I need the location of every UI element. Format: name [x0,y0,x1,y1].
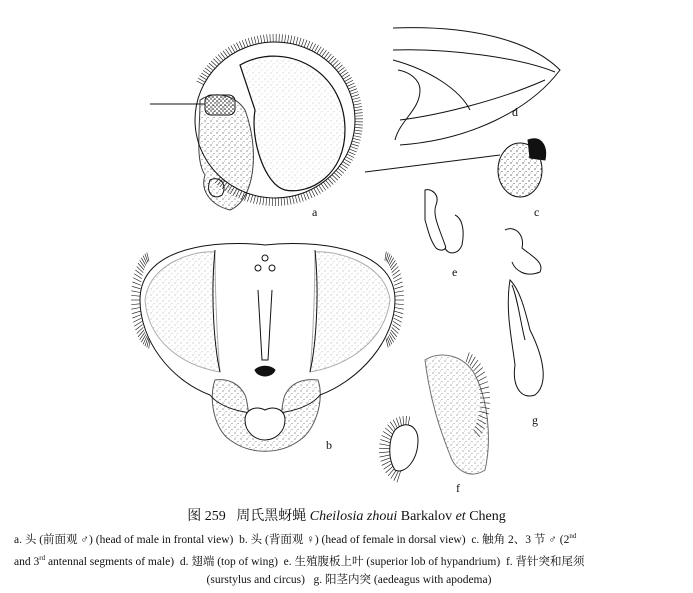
panel-c-antenna [365,139,546,197]
legend-item-f: f. 背针突和尾须 [505,556,585,568]
legend-item-c-end: antennal segments of male) [45,556,175,568]
panel-label-d: d [512,105,518,119]
panel-f-surstylus-circus [379,352,490,482]
legend-item-c: c. 触角 2、3 节 ♂ (2 [471,534,570,546]
legend-sup-nd: nd [569,532,577,540]
legend-sup-rd: rd [39,554,46,562]
panel-label-g: g [532,413,538,427]
panel-g-aedeagus [505,229,543,396]
legend-line-1 [14,527,684,549]
legend-item-f-cont: (surstylus and circus) [206,574,305,586]
legend-item-c-cont: and 3 [14,556,40,568]
figure-caption [0,505,693,525]
panel-a-head-frontal [150,34,363,210]
legend-item-e: e. 生殖腹板上叶 (superior lob of hypandrium) [283,556,501,568]
caption-species: Cheilosia zhoui [309,509,398,524]
panel-label-f: f [456,481,460,495]
caption-author-b: Cheng [469,509,506,524]
caption-cn-name: 周氏黑蚜蝇 [236,509,307,524]
legend-line-3 [14,571,684,589]
legend-item-a: a. 头 (前面观 ♂) (head of male in frontal view) [14,534,234,546]
panel-b-head-dorsal [131,244,404,452]
panel-d-wing-tip [393,28,560,145]
panel-label-a: a [312,205,318,219]
caption-et: et [455,509,466,524]
caption-prefix: 图 259 [187,509,226,524]
legend-item-g: g. 阳茎内突 (aedeagus with apodema) [313,574,492,586]
panel-label-e: e [452,265,458,279]
panel-label-b: b [326,438,332,452]
figure-legend [14,527,684,589]
caption-author-a: Barkalov [400,509,453,524]
legend-item-d: d. 翅端 (top of wing) [179,556,278,568]
legend-line-2 [14,549,684,571]
panel-label-c: c [534,205,540,219]
panel-e-hypandrium-lobe [425,190,463,253]
legend-item-b: b. 头 (背面观 ♀) (head of female in dorsal view) [239,534,466,546]
